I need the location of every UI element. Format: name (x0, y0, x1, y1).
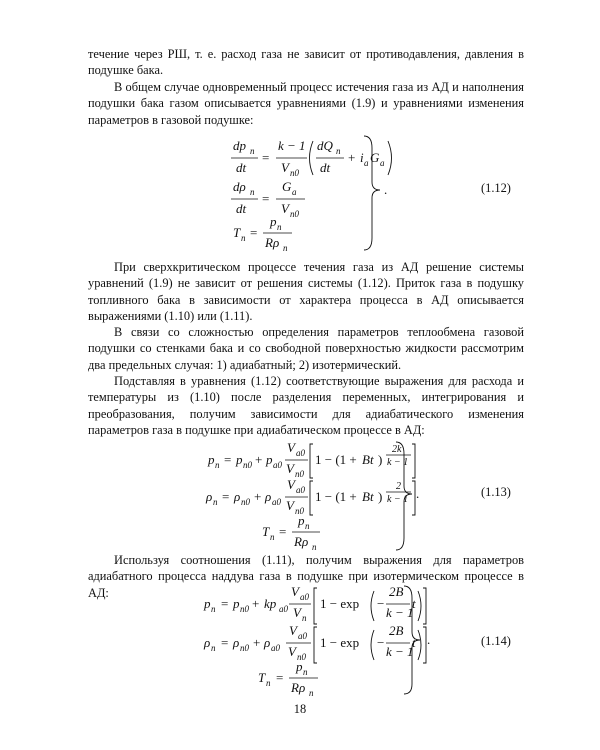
svg-text:a0: a0 (298, 631, 307, 641)
svg-text:kp: kp (264, 596, 277, 611)
svg-text:Bt: Bt (362, 452, 374, 467)
svg-text:p: p (270, 214, 277, 229)
svg-text:n: n (283, 243, 288, 253)
svg-text:a0: a0 (296, 485, 305, 495)
svg-text:n: n (266, 678, 271, 688)
svg-text:n: n (305, 521, 310, 531)
svg-text:+: + (255, 452, 263, 467)
svg-text:.: . (416, 486, 420, 501)
svg-text:V: V (287, 440, 295, 455)
svg-text:V: V (286, 461, 294, 476)
svg-text:a0: a0 (279, 604, 288, 614)
equation-number-1-12: (1.12) (481, 181, 511, 195)
svg-text:=: = (262, 150, 270, 165)
svg-text:V: V (286, 498, 294, 513)
svg-text:=: = (224, 452, 232, 467)
svg-text:n: n (213, 497, 218, 507)
svg-text:V: V (291, 584, 299, 599)
svg-text:n0: n0 (295, 506, 304, 516)
svg-text:n: n (270, 532, 275, 542)
svg-text:n: n (309, 688, 314, 698)
svg-text:ρ: ρ (204, 635, 211, 650)
svg-text:T: T (258, 670, 266, 685)
svg-text:p: p (204, 596, 211, 611)
svg-text:n: n (302, 613, 307, 623)
svg-text:V: V (281, 201, 289, 216)
equation-1-12 (0, 134, 600, 252)
svg-text:n0: n0 (241, 497, 250, 507)
svg-text:.: . (384, 182, 388, 197)
svg-text:a0: a0 (296, 448, 305, 458)
svg-text:n: n (250, 146, 255, 156)
paragraph-general-case: В общем случае одновременный процесс истечения газа из АД и наполнения подушки бака газом описывается уравнениями (1.9) и уравнениями изменения параметров в газовой подушке: (88, 80, 524, 127)
paragraph-supercritical: При сверхкритическом процессе течения газа из АД решение системы уравнений (1.9) не зависит от решения системы (1.12). Приток газа в подушку топливного бака в зависимости от характера процесса в АД описывается выражениями (1.10) или (1.11). (88, 260, 524, 323)
svg-text:+: + (253, 635, 261, 650)
svg-text:V: V (293, 605, 301, 620)
svg-text:n: n (336, 146, 341, 156)
svg-text:p: p (296, 659, 303, 674)
svg-text:1 − (1 +: 1 − (1 + (315, 452, 357, 467)
svg-text:ρ: ρ (264, 635, 271, 650)
svg-text:n0: n0 (240, 643, 249, 653)
equation-number-1-13: (1.13) (481, 485, 511, 499)
svg-text:Rρ: Rρ (265, 235, 280, 250)
svg-text:n: n (211, 643, 216, 653)
svg-text:ρ: ρ (265, 489, 272, 504)
svg-text:=: = (250, 225, 258, 240)
svg-text:n0: n0 (297, 652, 306, 662)
svg-text:ρ: ρ (206, 489, 213, 504)
svg-text:=: = (221, 635, 229, 650)
paragraph-heat-exchange: В связи со сложностью определения параметров теплообмена газовой подушки со стенками бака и со свободной поверхностью жидкости рассмотрим два предельных случая: 1) адиабатный; 2) изотермический. (88, 325, 524, 372)
svg-text:k − 1: k − 1 (387, 457, 409, 468)
svg-text:p: p (236, 452, 243, 467)
svg-text:n: n (215, 460, 220, 470)
svg-text:n: n (211, 604, 216, 614)
svg-text:): ) (378, 452, 383, 467)
svg-text:t: t (412, 596, 416, 611)
svg-text:k − 1: k − 1 (386, 644, 414, 659)
svg-text:2k: 2k (392, 444, 402, 455)
svg-text:k − 1: k − 1 (387, 494, 409, 505)
svg-text:V: V (288, 644, 296, 659)
svg-text:ρ: ρ (233, 635, 240, 650)
svg-text:k − 1: k − 1 (278, 138, 306, 153)
svg-text:T: T (233, 225, 241, 240)
svg-text:p: p (298, 513, 305, 528)
svg-text:G: G (282, 179, 292, 194)
paragraph-substitution: Подставляя в уравнения (1.12) соответствующие выражения для расхода и температуры из (1.10) после разделения переменных, интегрирования и преобразования, получим зависимости для адиабатического изменения параметров газа в подушке при адиабатическом процессе в АД: (88, 374, 524, 437)
svg-text:dp: dp (233, 138, 246, 153)
svg-text:=: = (276, 670, 284, 685)
svg-text:n: n (250, 187, 255, 197)
page-number: 18 (293, 702, 307, 716)
svg-text:a: a (292, 187, 297, 197)
svg-text:k − 1: k − 1 (386, 605, 414, 620)
svg-text:p: p (233, 596, 240, 611)
svg-text:dQ: dQ (317, 138, 333, 153)
equation-1-14 (0, 584, 600, 696)
svg-text:=: = (279, 524, 287, 539)
svg-text:Bt: Bt (362, 489, 374, 504)
svg-text:Rρ: Rρ (291, 680, 306, 695)
svg-text:V: V (281, 160, 289, 175)
svg-text:a: a (364, 158, 369, 168)
svg-text:+: + (348, 150, 356, 165)
svg-text:1 − (1 +: 1 − (1 + (315, 489, 357, 504)
svg-text:n0: n0 (240, 604, 249, 614)
svg-text:p: p (266, 452, 273, 467)
svg-text:=: = (262, 191, 270, 206)
svg-text:a0: a0 (300, 592, 309, 602)
svg-text:n0: n0 (290, 209, 299, 219)
svg-text:a0: a0 (272, 497, 281, 507)
svg-text:−: − (377, 596, 385, 611)
svg-text:1 − exp: 1 − exp (320, 635, 360, 650)
svg-text:i: i (360, 150, 364, 165)
paragraph-isothermal: Используя соотношения (1.11), получим выражения для параметров адиабатного процесса наддува газа в подушке при изотермическом процессе в АД: (88, 553, 524, 600)
svg-text:dt: dt (320, 160, 331, 175)
svg-text:n: n (312, 542, 317, 552)
svg-text:−: − (377, 635, 385, 650)
svg-text:n0: n0 (295, 469, 304, 479)
svg-text:2B: 2B (389, 623, 404, 638)
svg-text:2B: 2B (389, 584, 404, 599)
svg-text:T: T (262, 524, 270, 539)
svg-text:t: t (412, 635, 416, 650)
svg-text:a0: a0 (273, 460, 282, 470)
svg-text:+: + (252, 596, 260, 611)
svg-text:a: a (380, 158, 385, 168)
svg-text:G: G (370, 150, 380, 165)
svg-text:V: V (289, 623, 297, 638)
equation-number-1-14: (1.14) (481, 634, 511, 648)
svg-text:=: = (222, 489, 230, 504)
svg-text:+: + (254, 489, 262, 504)
svg-text:n: n (303, 667, 308, 677)
svg-text:Rρ: Rρ (294, 534, 309, 549)
svg-text:dt: dt (236, 201, 247, 216)
svg-text:dt: dt (236, 160, 247, 175)
svg-text:dρ: dρ (233, 179, 246, 194)
svg-text:n0: n0 (290, 168, 299, 178)
svg-text:n: n (241, 233, 246, 243)
svg-text:n0: n0 (243, 460, 252, 470)
svg-text:): ) (378, 489, 383, 504)
svg-text:ρ: ρ (234, 489, 241, 504)
svg-text:n: n (277, 222, 282, 232)
svg-text:V: V (287, 477, 295, 492)
svg-text:p: p (208, 452, 215, 467)
svg-text:2: 2 (396, 481, 401, 492)
svg-text:=: = (221, 596, 229, 611)
svg-text:a0: a0 (271, 643, 280, 653)
equation-1-13 (0, 440, 600, 552)
svg-text:.: . (427, 632, 431, 647)
paragraph-continuation: течение через РШ, т. е. расход газа не зависит от противодавления, давления в подушке бака. (88, 47, 524, 78)
svg-text:1 − exp: 1 − exp (320, 596, 360, 611)
